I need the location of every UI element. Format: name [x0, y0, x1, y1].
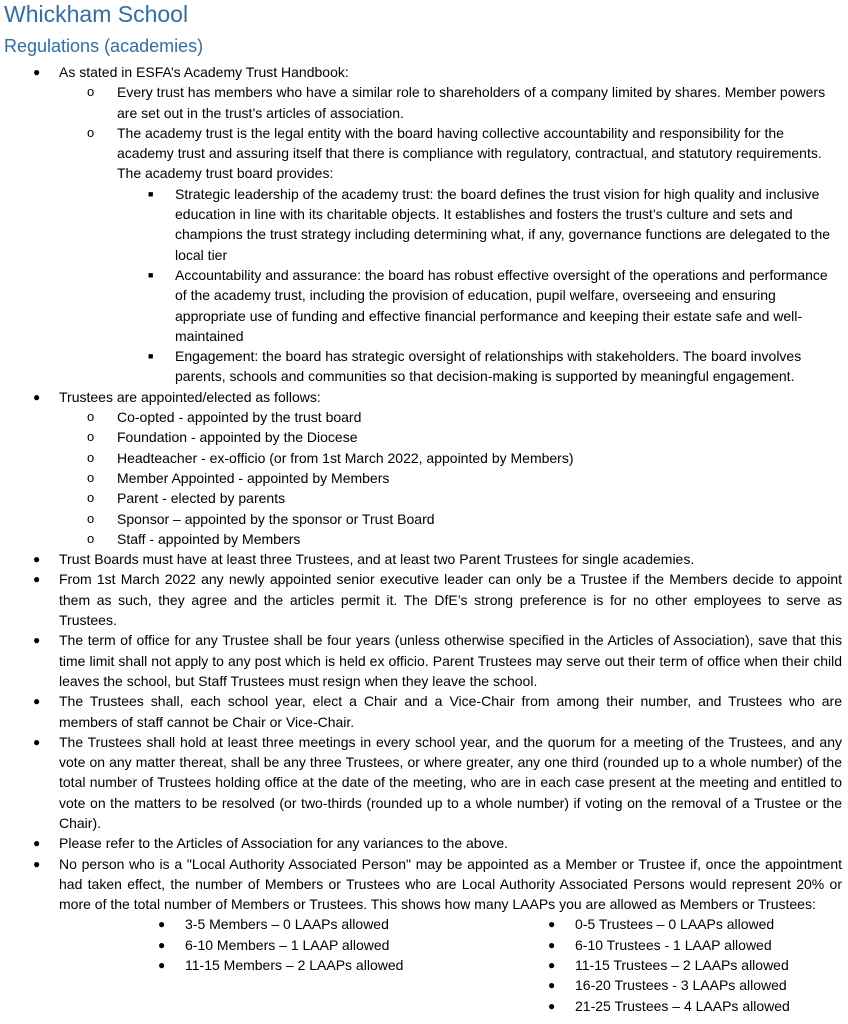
sub-item: [59, 427, 842, 447]
item-text: Trustees are appointed/elected as follows:: [59, 388, 321, 405]
item-text: Strategic leadership of the academy trust: the board defines the trust vision for high quality and inclusive education in line with its charitable objects. It establishes and fosters the trust’s culture and sets and champions the trust strategy including determining what, if any, governance functions are delegated to the local tier: [175, 185, 831, 263]
item-text: Headteacher - ex-officio (or from 1st March 2022, appointed by Members): [117, 449, 574, 466]
bullet-icon: ●: [158, 917, 166, 932]
bullet-icon: ●: [548, 998, 556, 1013]
circle-bullet-icon: o: [87, 469, 95, 485]
item-text: Co-opted - appointed by the trust board: [117, 409, 362, 426]
item-text: 16-20 Trustees - 3 LAAPs allowed: [575, 977, 787, 994]
list-item-handbook: [0, 62, 848, 387]
list-item: [546, 914, 790, 934]
list-item-senior-leader: [0, 569, 848, 630]
sub-item: [59, 82, 842, 123]
item-text: 6-10 Trustees - 1 LAAP allowed: [575, 936, 772, 953]
item-text: 11-15 Members – 2 LAAPs allowed: [185, 957, 404, 974]
sub-sub-item: [117, 346, 838, 387]
list-item-chair-election: [0, 691, 848, 732]
item-text: Every trust has members who have a similar role to shareholders of a company limited by shares. Member powers are set out in the trust’s articles of association.: [117, 84, 826, 121]
list-item-articles-reference: [0, 833, 848, 853]
list-item: [156, 935, 403, 955]
section-heading: Regulations (academies): [4, 36, 204, 56]
circle-bullet-icon: o: [87, 490, 95, 506]
sub-item: [59, 529, 842, 549]
item-text: From 1st March 2022 any newly appointed senior executive leader can only be a Trustee if the Members decide to appoint them as such, they agree and the articles permit it. The DfE’s strong preference is for no other employees to serve as Trustees.: [59, 571, 842, 629]
bullet-icon: ●: [33, 694, 41, 709]
item-text: Engagement: the board has strategic oversight of relationships with stakeholders. The board involves parents, schools and communities so that decision-making is supported by meaningful engagement.: [175, 348, 802, 385]
item-text: 6-10 Members – 1 LAAP allowed: [185, 936, 390, 953]
list-item: [546, 996, 790, 1016]
item-text: 0-5 Trustees – 0 LAAPs allowed: [575, 916, 775, 933]
item-text: Please refer to the Articles of Association for any variances to the above.: [59, 835, 509, 852]
bullet-icon: ●: [158, 958, 166, 973]
square-bullet-icon: ■: [148, 269, 154, 280]
sub-item: [59, 488, 842, 508]
page-title: Whickham School: [4, 1, 189, 27]
bullet-icon: ●: [33, 65, 41, 79]
sub-item: [59, 509, 842, 529]
circle-bullet-icon: o: [87, 510, 95, 526]
item-text: Staff - appointed by Members: [117, 530, 301, 547]
sub-item: [59, 468, 842, 488]
sub-sub-item: [117, 184, 838, 265]
bullet-icon: ●: [33, 552, 41, 567]
trustees-allowance-list: [546, 914, 790, 1015]
sub-sub-item: [117, 265, 838, 346]
members-allowance-list: [156, 914, 403, 975]
list-item-trustee-types: [0, 387, 848, 549]
item-text: No person who is a "Local Authority Associated Person" may be appointed as a Member or Trustee if, once the appointment had taken effect, the number of Members or Trustees who are Local Authority Associated Persons would represent 20% or more of the total number of Members or Trustees. This shows how many LAAPs you are allowed as Members or Trustees:: [59, 855, 842, 913]
bullet-icon: ●: [33, 856, 41, 871]
circle-bullet-icon: o: [87, 429, 95, 445]
sub-item: [59, 407, 842, 427]
list-item: [546, 955, 790, 975]
item-text: The academy trust is the legal entity with the board having collective accountability and responsibility for the academy trust and assuring itself that there is compliance with regulatory, contractual, and statutory requirements. The academy trust board provides:: [117, 124, 822, 182]
laap-allowance-lists: [0, 914, 848, 1018]
list-item-term-of-office: [0, 630, 848, 691]
item-text: Accountability and assurance: the board has robust effective oversight of the operations and performance of the academy trust, including the provision of education, pupil welfare, overseeing and ensuring appropriate use of funding and effective financial performance and keeping their estate safe and well-maintained: [175, 266, 828, 344]
item-text: Sponsor – appointed by the sponsor or Trust Board: [117, 510, 435, 527]
sub-item: [59, 123, 842, 387]
item-text: The term of office for any Trustee shall be four years (unless otherwise specified in the Articles of Association), save that this time limit shall not apply to any post which is held ex officio. Parent Trustees may serve out their term of office when their child leaves the school, but Staff Trustees must resign when they leave the school.: [59, 632, 842, 689]
item-text: 3-5 Members – 0 LAAPs allowed: [185, 916, 389, 933]
square-bullet-icon: ■: [148, 188, 154, 199]
list-item: [156, 955, 403, 975]
list-item-meetings-quorum: [0, 732, 848, 833]
bullet-icon: ●: [158, 937, 166, 952]
bullet-icon: ●: [33, 734, 41, 749]
item-text: Trust Boards must have at least three Trustees, and at least two Parent Trustees for single academies.: [59, 551, 695, 568]
bullet-icon: ●: [548, 917, 556, 932]
item-text: As stated in ESFA’s Academy Trust Handbook:: [59, 64, 349, 80]
list-item: [546, 975, 790, 995]
bullet-icon: ●: [33, 836, 41, 851]
bullet-icon: ●: [548, 978, 556, 993]
list-item-minimum-trustees: [0, 549, 848, 569]
circle-bullet-icon: o: [87, 124, 95, 140]
circle-bullet-icon: o: [87, 530, 95, 546]
item-text: The Trustees shall, each school year, elect a Chair and a Vice-Chair from among their number, and Trustees who are members of staff cannot be Chair or Vice-Chair.: [59, 693, 842, 730]
bullet-icon: ●: [33, 572, 41, 587]
item-text: The Trustees shall hold at least three meetings in every school year, and the quorum for a meeting of the Trustees, and any vote on any matter thereat, shall be any three Trustees, or where greater, any one third (rounded up to a whole number) of the total number of Trustees holding office at the date of the meeting, who are in each case present at the meeting and entitled to vote on the matters to be resolved (or two-thirds (rounded up to a whole number) if voting on the removal of a Trustee or the Chair).: [59, 733, 842, 831]
list-item: [546, 935, 790, 955]
circle-bullet-icon: o: [87, 84, 95, 100]
circle-bullet-icon: o: [87, 409, 95, 425]
bullet-icon: ●: [548, 937, 556, 952]
bullet-icon: ●: [548, 958, 556, 973]
list-item-laap: [0, 854, 848, 915]
regulations-list: [0, 62, 848, 1018]
circle-bullet-icon: o: [87, 449, 95, 465]
item-text: 11-15 Trustees – 2 LAAPs allowed: [575, 957, 789, 974]
item-text: Parent - elected by parents: [117, 490, 286, 507]
bullet-icon: ●: [33, 389, 41, 404]
list-item: [156, 914, 403, 934]
bullet-icon: ●: [33, 633, 41, 648]
item-text: 21-25 Trustees – 4 LAAPs allowed: [575, 997, 790, 1014]
item-text: Member Appointed - appointed by Members: [117, 469, 390, 486]
square-bullet-icon: ■: [148, 351, 154, 362]
item-text: Foundation - appointed by the Diocese: [117, 429, 358, 446]
sub-item: [59, 448, 842, 468]
